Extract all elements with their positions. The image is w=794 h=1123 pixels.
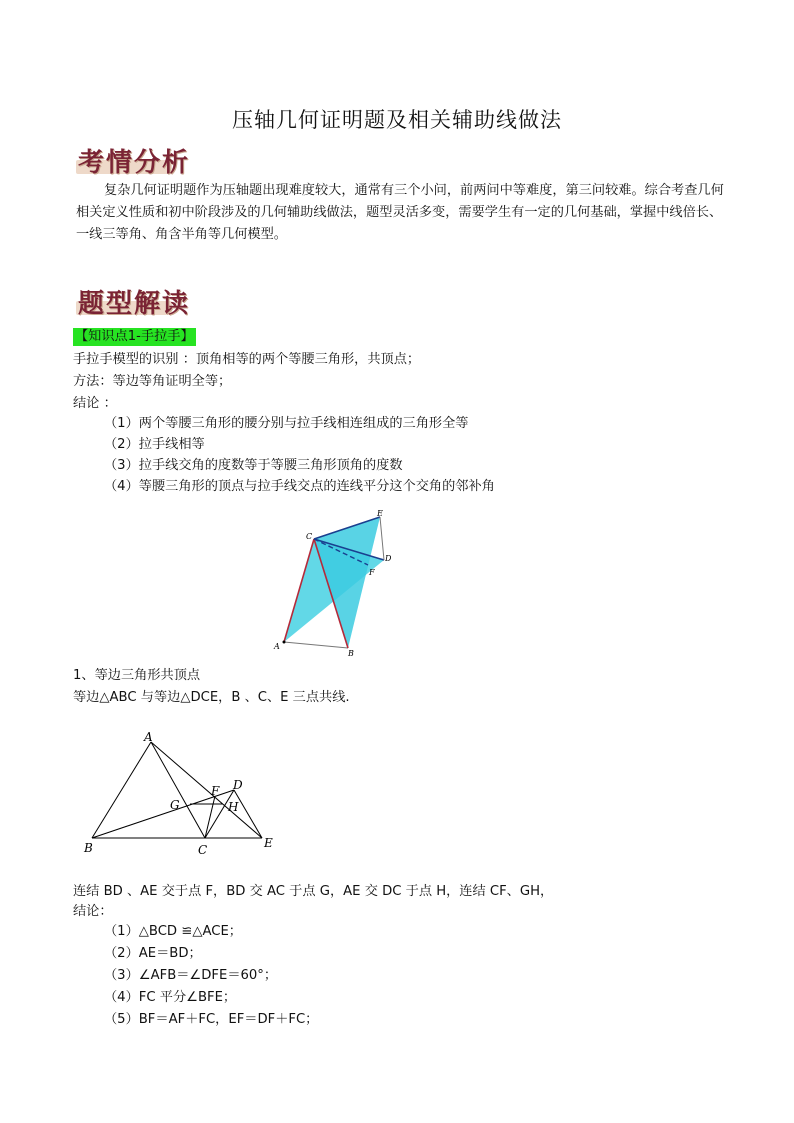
fig2-line-ac [151,742,205,838]
item1-heading: 1、等边三角形共顶点 [73,668,201,683]
conclusion-item-2: （2）拉手线相等 [104,437,205,452]
result-item-2: （2）AE＝BD； [104,946,202,961]
result-item-5: （5）BF＝AF＋FC，EF＝DF＋FC； [104,1012,319,1027]
fig1-point-a [283,641,286,644]
section-badge-types [76,283,191,319]
analysis-paragraph: 复杂几何证明题作为压轴题出现难度较大，通常有三个小问，前两问中等难度，第三问较难。综合考查几何相关定义性质和初中阶段涉及的几何辅助线做法，题型灵活多变，需要学生有一定的几何基础，掌握中线倍长、一线三等角、角含半角等几何模型。 [76,183,724,242]
fig2-line-de [234,790,262,838]
fig1-edge-ab [284,642,348,648]
method-line: 方法：等边等角证明全等； [73,374,232,389]
fig2-label-a: A [144,730,153,744]
identify-line: 手拉手模型的识别 ：顶角相等的两个等腰三角形，共顶点； [73,352,421,367]
conclusion-item-3: （3）拉手线交角的度数等于等腰三角形顶角的度数 [104,458,403,473]
section-badge-analysis [76,142,191,178]
fig2-line-cd [205,790,234,838]
fig1-label-c: C [306,532,313,541]
connect-line: 连结 BD 、AE 交于点 F，BD 交 AC 于点 G，AE 交 DC 于点 H，连结 CF、GH， [73,884,554,899]
item1-description: 等边△ABC 与等边△DCE，B 、C、E 三点共线. [73,690,350,705]
badge-label: 题型解读 [78,289,191,319]
conclusion-item-1: （1）两个等腰三角形的腰分别与拉手线相连组成的三角形全等 [104,416,469,431]
fig1-label-f: F [369,568,375,577]
fig2-line-cf [205,796,215,838]
fig2-label-b: B [84,841,93,855]
fig2-label-e: E [264,836,273,850]
fig2-label-d: D [233,778,243,792]
fig2-label-c: C [198,843,208,857]
result-item-3: （3）∠AFB＝∠DFE＝60°； [104,968,278,983]
conclusion-label: 结论 ： [73,396,117,411]
equilateral-triangles-figure [80,725,280,860]
result-label: 结论： [73,904,113,919]
badge-label: 考情分析 [78,148,191,178]
page-title: 压轴几何证明题及相关辅助线做法 [232,108,562,132]
result-item-1: （1）△BCD ≌△ACE； [104,924,242,939]
fig2-line-ae [151,742,262,838]
hand-in-hand-figure [268,505,398,660]
fig1-label-d: D [385,554,392,563]
fig2-label-g: G [170,798,180,812]
conclusion-item-4: （4）等腰三角形的顶点与拉手线交点的连线平分这个交角的邻补角 [104,479,495,494]
fig2-label-f: F [211,784,220,798]
knowledge-point-tag: 【知识点1-手拉手】 [75,329,194,344]
fig2-line-ab [92,742,151,838]
fig1-label-e: E [377,509,383,518]
result-item-4: （4）FC 平分∠BFE； [104,990,237,1005]
fig1-edge-ed [380,517,384,560]
fig1-label-a: A [274,642,280,651]
fig1-label-b: B [348,649,354,658]
fig2-label-h: H [228,800,239,814]
